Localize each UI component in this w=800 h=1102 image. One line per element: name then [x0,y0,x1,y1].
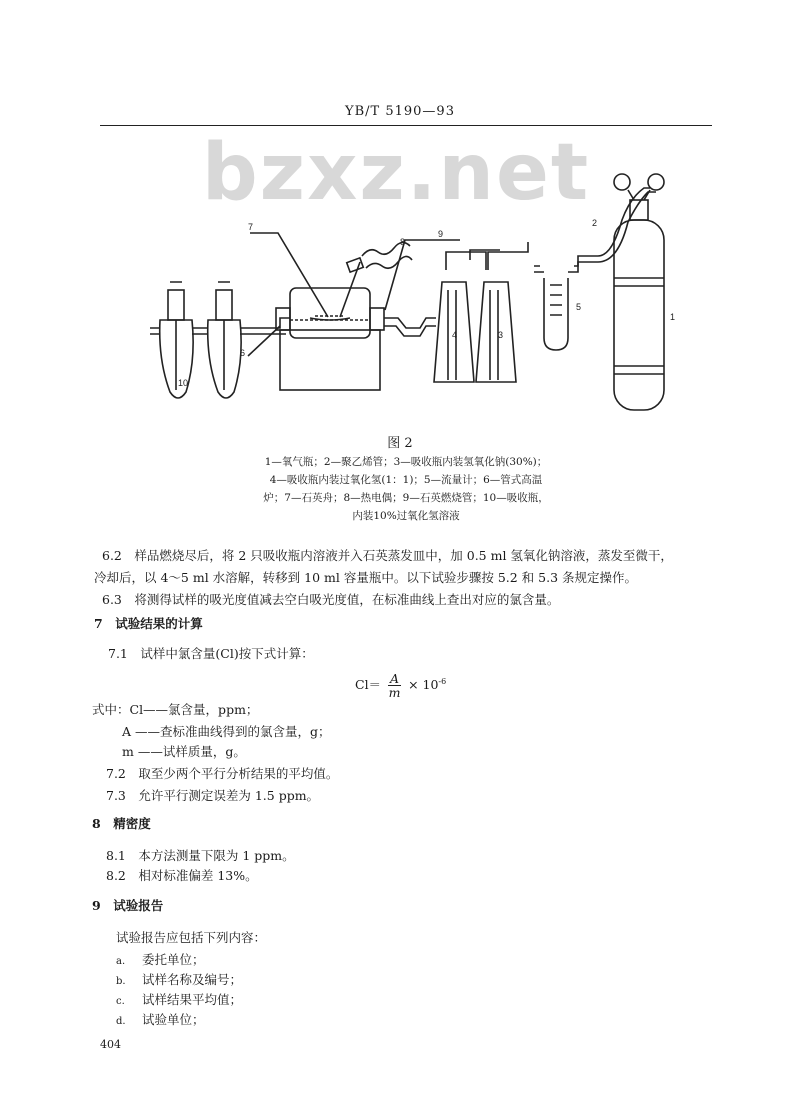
formula-lhs: Cl＝ [355,677,382,692]
absorption-bottle-3 [476,282,516,382]
formula-numerator: A [390,671,400,686]
apparatus-diagram [130,160,676,422]
list-item [116,1010,205,1028]
paragraph-8-2: 8.2 相对标准偏差 13%。 [106,868,258,883]
list-item [116,990,242,1008]
paragraph-7-2: 7.2 取至少两个平行分析结果的平均值。 [106,766,339,781]
paragraph-6-2-cont: 冷却后，以 4～5 ml 水溶解，转移到 10 ml 容量瓶中。以下试验步骤按 5.2 和 5.3 条规定操作。 [94,570,638,585]
watermark: bzxz.net [201,128,591,218]
label-2: 2 [592,218,598,228]
label-9: 9 [438,229,444,239]
where-line-a: A ——查标准曲线得到的氯含量，g； [122,724,331,739]
paragraph-6-2: 6.2 样品燃烧尽后，将 2 只吸收瓶内溶液并入石英蒸发皿中，加 0.5 ml 氢氧化钠溶液，蒸发至微干， [102,548,673,563]
formula-fraction [388,672,401,699]
figure-caption-line: 1—氧气瓶；2—聚乙烯管；3—吸收瓶内装氢氧化钠(30%)； [264,456,548,468]
list-text: 试样结果平均值； [142,992,243,1007]
label-6: 6 [240,348,246,358]
label-8: 8 [400,237,406,247]
list-marker: b. [116,976,126,987]
formula-exponent: -6 [438,676,447,686]
figure-title: 图 2 [387,436,413,451]
label-7: 7 [248,222,254,232]
list-text: 试验单位； [142,1012,205,1027]
where-line-m: m ——试样质量，g。 [122,744,246,759]
paragraph-7-1: 7.1 试样中氯含量(Cl)按下式计算： [108,646,314,661]
list-text: 委托单位； [142,952,205,967]
label-3: 3 [498,330,504,340]
section-8-heading: 8 精密度 [92,816,151,831]
list-text: 试样名称及编号； [142,972,243,987]
paragraph-8-1: 8.1 本方法测量下限为 1 ppm。 [106,848,295,863]
figure-caption-line: 炉；7—石英舟；8—热电偶；9—石英燃烧管；10—吸收瓶， [263,492,549,504]
formula-tail: × 10 [408,677,439,692]
list-marker: d. [116,1016,126,1027]
formula-denominator: m [388,685,401,700]
figure-caption-line: 4—吸收瓶内装过氧化氢(1：1)；5—流量计；6—管式高温 [269,474,543,486]
list-item [116,970,242,988]
paragraph-9-intro: 试验报告应包括下列内容： [116,930,267,945]
label-10: 10 [178,378,189,388]
chlorine-formula [355,672,446,699]
section-9-heading: 9 试验报告 [92,898,164,913]
list-marker: a. [116,956,126,967]
document-header: YB/T 5190—93 [345,104,455,119]
where-line-cl: 式中：Cl——氯含量，ppm； [92,702,259,717]
label-1: 1 [670,312,676,322]
list-item [116,950,205,968]
page-number: 404 [100,1038,121,1051]
tube-furnace [280,330,380,390]
paragraph-6-3: 6.3 将测得试样的吸光度值减去空白吸光度值，在标准曲线上查出对应的氯含量。 [102,592,560,607]
list-marker: c. [116,996,125,1007]
paragraph-7-3: 7.3 允许平行测定误差为 1.5 ppm。 [106,788,320,803]
label-4: 4 [452,330,458,340]
label-5: 5 [576,302,582,312]
section-7-heading: 7 试验结果的计算 [94,616,203,631]
header-rule [100,125,712,126]
oxygen-cylinder [614,220,664,410]
figure-caption-line: 内装10%过氧化氢溶液 [352,510,460,522]
